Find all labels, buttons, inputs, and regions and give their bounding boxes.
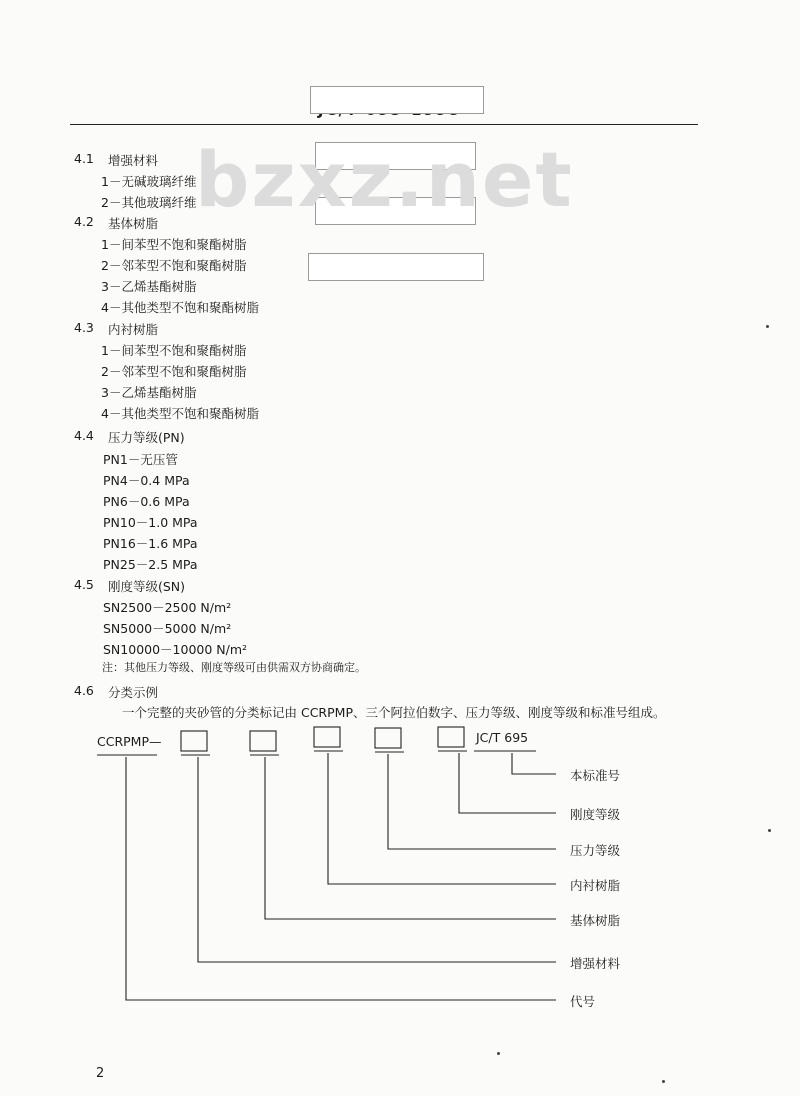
section-number: 4.6 (74, 683, 94, 698)
diagram-label-reinforcement: 增强材料 (570, 956, 621, 971)
list-item: 4－其他类型不饱和聚酯树脂 (101, 300, 259, 315)
note-text: 注：其他压力等级、刚度等级可由供需双方协商确定。 (102, 661, 366, 674)
diagram-box-stiffness (438, 727, 464, 747)
diagram-label-matrix-resin: 基体树脂 (570, 913, 621, 928)
section-title: 刚度等级(SN) (108, 579, 186, 594)
list-item: PN10－1.0 MPa (103, 515, 198, 530)
diagram-label-code: 代号 (570, 994, 596, 1009)
list-item: 3－乙烯基酯树脂 (101, 385, 197, 400)
list-item: 3－乙烯基酯树脂 (101, 279, 197, 294)
watermark: bzxz.net (195, 135, 574, 224)
list-item: SN2500－2500 N/m² (103, 600, 232, 615)
list-item: PN4－0.4 MPa (103, 473, 190, 488)
list-item: PN6－0.6 MPa (103, 494, 190, 509)
diagram-box-matrix-resin (250, 731, 276, 751)
list-item: SN10000－10000 N/m² (103, 642, 248, 657)
list-item: PN25－2.5 MPa (103, 557, 198, 572)
list-item: 2－邻苯型不饱和聚酯树脂 (101, 364, 247, 379)
list-item: 4－其他类型不饱和聚酯树脂 (101, 406, 259, 421)
diagram-label-stiffness: 刚度等级 (570, 807, 621, 822)
list-item: 1－间苯型不饱和聚酯树脂 (101, 343, 247, 358)
scan-speck (497, 1052, 500, 1055)
section-title: 压力等级(PN) (108, 430, 185, 445)
page-number: 2 (96, 1066, 105, 1081)
scan-speck (662, 1080, 665, 1083)
list-item: SN5000－5000 N/m² (103, 621, 232, 636)
example-paragraph: 一个完整的夹砂管的分类标记由 CCRPMP、三个阿拉伯数字、压力等级、刚度等级和标准号组成。 (122, 705, 666, 720)
list-item: 1－无碱玻璃纤维 (101, 174, 197, 189)
section-number: 4.5 (74, 577, 94, 592)
scan-speck (768, 829, 771, 832)
list-item: PN16－1.6 MPa (103, 536, 198, 551)
section-number: 4.1 (74, 151, 94, 166)
diagram-label-standard-number: 本标准号 (570, 768, 621, 783)
diagram-label-liner-resin: 内衬树脂 (570, 878, 621, 893)
scan-speck (766, 325, 769, 328)
diagram-prefix: CCRPMP— (97, 734, 162, 749)
diagram-box-liner-resin (314, 727, 340, 747)
list-item: PN1－无压管 (103, 452, 178, 467)
diagram-box-reinforcement (181, 731, 207, 751)
diagram-label-pressure: 压力等级 (570, 843, 621, 858)
section-number: 4.2 (74, 214, 94, 229)
section-title: 分类示例 (108, 685, 159, 700)
section-title: 内衬树脂 (108, 322, 159, 337)
section-title: 增强材料 (108, 153, 159, 168)
list-item: 2－邻苯型不饱和聚酯树脂 (101, 258, 247, 273)
section-number: 4.4 (74, 428, 94, 443)
list-item: 2－其他玻璃纤维 (101, 195, 197, 210)
section-number: 4.3 (74, 320, 94, 335)
diagram-standard: JC/T 695 (476, 730, 529, 745)
diagram-box-pressure (375, 728, 401, 748)
list-item: 1－间苯型不饱和聚酯树脂 (101, 237, 247, 252)
section-title: 基体树脂 (108, 216, 159, 231)
